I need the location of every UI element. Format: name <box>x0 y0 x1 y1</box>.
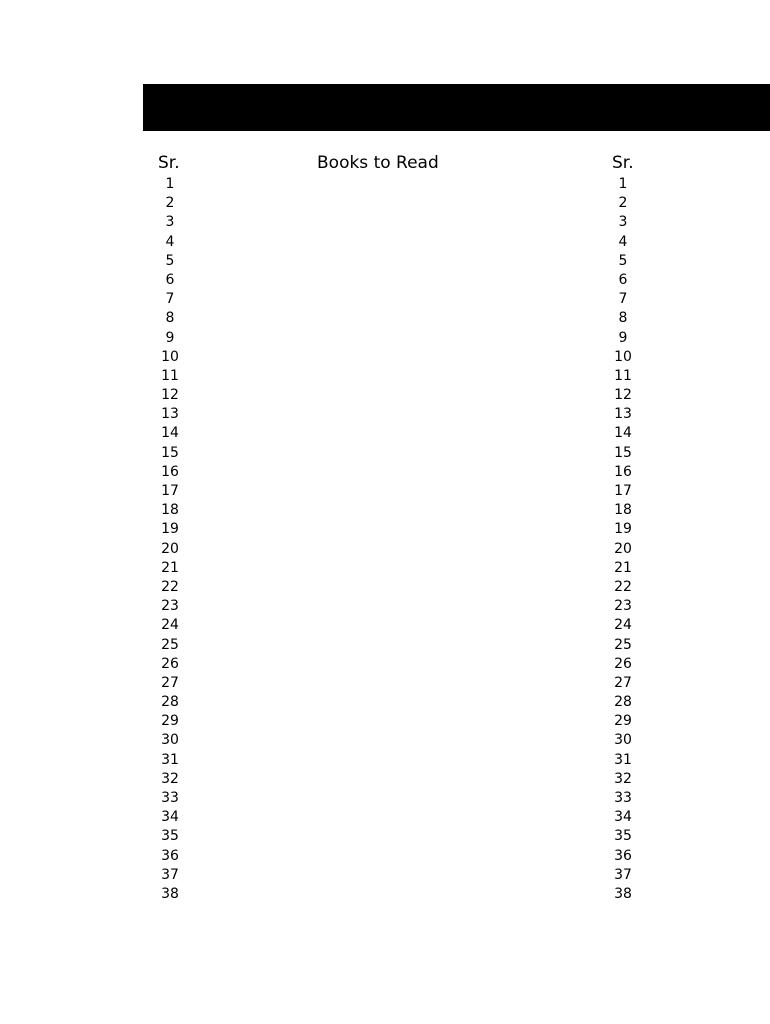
sr-number: 2 <box>618 195 628 212</box>
sr-number: 4 <box>165 233 175 250</box>
sr-number: 9 <box>618 329 628 346</box>
sr-number: 6 <box>618 271 628 288</box>
sr-number: 20 <box>614 540 632 557</box>
sr-number: 18 <box>614 502 632 519</box>
sr-number: 24 <box>161 617 179 634</box>
sr-number: 22 <box>161 578 179 595</box>
sr-number: 28 <box>614 694 632 711</box>
sr-number: 23 <box>614 598 632 615</box>
sr-number: 26 <box>161 655 179 672</box>
sr-column-header-right: Sr. <box>612 153 634 173</box>
sr-number: 35 <box>161 828 179 845</box>
sr-number: 15 <box>161 444 179 461</box>
sr-number: 25 <box>614 636 632 653</box>
sr-number: 25 <box>161 636 179 653</box>
sr-number: 21 <box>614 559 632 576</box>
sr-number: 38 <box>614 885 632 902</box>
sr-number: 30 <box>614 732 632 749</box>
sr-number: 16 <box>161 463 179 480</box>
sr-number: 3 <box>165 214 175 231</box>
sr-number: 4 <box>618 233 628 250</box>
sr-number: 18 <box>161 502 179 519</box>
sr-number: 7 <box>165 291 175 308</box>
sr-number: 14 <box>614 425 632 442</box>
sr-number: 32 <box>161 770 179 787</box>
sr-number: 33 <box>161 790 179 806</box>
sr-number: 2 <box>165 195 175 212</box>
sr-number: 6 <box>165 271 175 288</box>
sr-number: 14 <box>161 425 179 442</box>
sr-column-header-left: Sr. <box>158 153 180 173</box>
sr-number: 8 <box>618 310 628 327</box>
sr-number: 7 <box>618 291 628 308</box>
sr-number: 29 <box>161 713 179 730</box>
sr-number: 38 <box>161 885 179 902</box>
sr-number: 21 <box>161 559 179 576</box>
sr-number: 20 <box>161 540 179 557</box>
sr-number: 8 <box>165 310 175 327</box>
sr-number: 30 <box>161 732 179 749</box>
sr-number: 28 <box>161 694 179 711</box>
sr-number: 27 <box>161 674 179 691</box>
sr-number: 29 <box>614 713 632 730</box>
sr-number: 26 <box>614 655 632 672</box>
sr-number: 9 <box>165 329 175 346</box>
sr-number: 19 <box>614 521 632 538</box>
sr-number: 13 <box>161 406 179 423</box>
sr-number-list-left <box>150 175 190 904</box>
sr-number: 34 <box>614 809 632 826</box>
sr-number: 36 <box>161 847 179 864</box>
books-to-read-header: Books to Read <box>317 153 439 173</box>
sr-number: 15 <box>614 444 632 461</box>
sr-number: 1 <box>165 176 175 192</box>
sr-number: 24 <box>614 617 632 634</box>
header-banner <box>143 84 770 131</box>
sr-number: 11 <box>161 367 179 384</box>
sr-number: 12 <box>161 387 179 404</box>
sr-number: 3 <box>618 214 628 231</box>
sr-number: 13 <box>614 406 632 423</box>
sr-number: 32 <box>614 770 632 787</box>
sr-number: 5 <box>618 252 628 269</box>
sr-number: 33 <box>614 790 632 806</box>
sr-number: 17 <box>161 483 179 499</box>
sr-number-list-right <box>603 175 643 904</box>
sr-number: 34 <box>161 809 179 826</box>
sr-number: 36 <box>614 847 632 864</box>
sr-number: 17 <box>614 483 632 499</box>
sr-number: 11 <box>614 367 632 384</box>
sr-number: 1 <box>618 176 628 192</box>
sr-number: 37 <box>614 866 632 883</box>
sr-number: 12 <box>614 387 632 404</box>
sr-number: 23 <box>161 598 179 615</box>
sr-number: 27 <box>614 674 632 691</box>
sr-number: 10 <box>161 348 179 365</box>
sr-number: 19 <box>161 521 179 538</box>
sr-number: 5 <box>165 252 175 269</box>
sr-number: 16 <box>614 463 632 480</box>
sr-number: 37 <box>161 866 179 883</box>
sr-number: 31 <box>614 751 632 768</box>
sr-number: 31 <box>161 751 179 768</box>
sr-number: 10 <box>614 348 632 365</box>
sr-number: 35 <box>614 828 632 845</box>
sr-number: 22 <box>614 578 632 595</box>
